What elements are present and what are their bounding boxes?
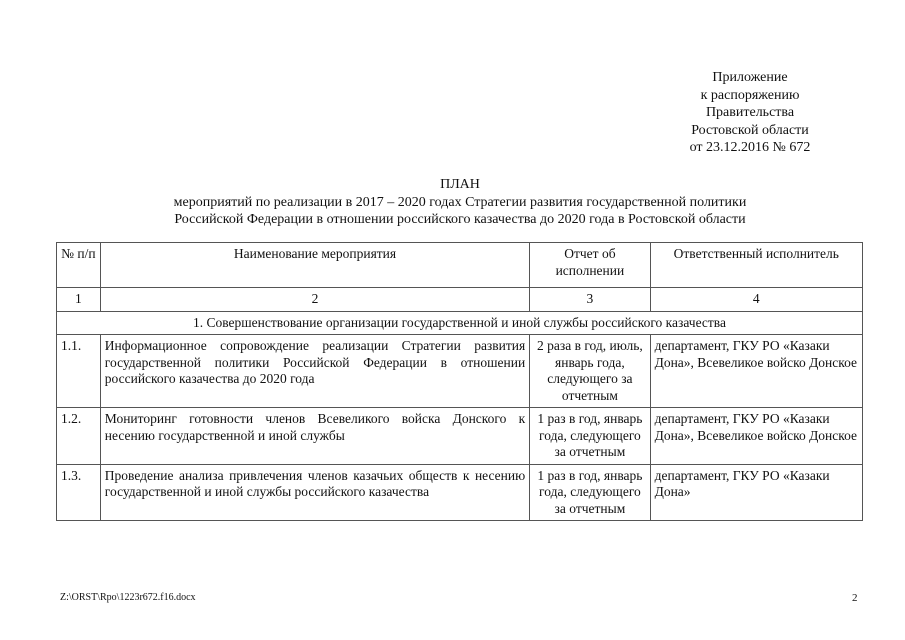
header-num: № п/п bbox=[57, 243, 101, 288]
page-number: 2 bbox=[852, 592, 858, 604]
row-report: 1 раз в год, январь года, следующего за отчетным bbox=[530, 464, 650, 521]
header-name: Наименование мероприятия bbox=[100, 243, 529, 288]
title-line-2: Российской Федерации в отношении российского казачества до 2020 года в Ростовской области bbox=[174, 212, 746, 227]
row-num: 1.3. bbox=[57, 464, 101, 521]
title-heading: ПЛАН bbox=[440, 177, 480, 192]
row-num: 1.2. bbox=[57, 408, 101, 465]
appendix-line: Приложение bbox=[712, 70, 788, 85]
row-num: 1.1. bbox=[57, 335, 101, 408]
row-executor: департамент, ГКУ РО «Казаки Дона» bbox=[650, 464, 862, 521]
row-name: Проведение анализа привлечения членов казачьих обществ к несению государственной и иной службы российского казачества bbox=[100, 464, 529, 521]
row-name: Информационное сопровождение реализации Стратегии развития государственной политики Российской Федерации в отношении российского казачества до 2020 года bbox=[100, 335, 529, 408]
column-number: 2 bbox=[100, 288, 529, 312]
appendix-line: Ростовской области bbox=[691, 122, 809, 138]
column-number: 4 bbox=[650, 288, 862, 312]
appendix-line: Правительства bbox=[705, 105, 795, 120]
table-header-row bbox=[57, 243, 863, 288]
table-row bbox=[57, 335, 863, 408]
section-title: 1. Совершенствование организации государственной и иной службы российского казачества bbox=[57, 311, 863, 335]
header-report: Отчет об исполнении bbox=[530, 243, 650, 288]
footer-file-path: Z:\ORST\Rpo\1223r672.f16.docx bbox=[60, 592, 196, 603]
appendix-line: к распоряжению bbox=[700, 87, 800, 103]
document-title bbox=[40, 176, 880, 229]
header-executor: Ответственный исполнитель bbox=[650, 243, 862, 288]
table-row bbox=[57, 408, 863, 465]
row-executor: департамент, ГКУ РО «Казаки Дона», Всевеликое войско Донское bbox=[650, 335, 862, 408]
column-number: 3 bbox=[530, 288, 650, 312]
plan-table bbox=[56, 242, 863, 521]
section-row bbox=[57, 311, 863, 335]
title-line-1: мероприятий по реализации в 2017 – 2020 годах Стратегии развития государственной политики bbox=[173, 194, 747, 210]
appendix-block bbox=[620, 69, 880, 157]
row-report: 2 раза в год, июль, январь года, следующего за отчетным bbox=[530, 335, 650, 408]
column-number: 1 bbox=[57, 288, 101, 312]
row-executor: департамент, ГКУ РО «Казаки Дона», Всевеликое войско Донское bbox=[650, 408, 862, 465]
table-row bbox=[57, 464, 863, 521]
row-report: 1 раз в год, январь года, следующего за отчетным bbox=[530, 408, 650, 465]
row-name: Мониторинг готовности членов Всевеликого войска Донского к несению государственной и иной службы bbox=[100, 408, 529, 465]
column-number-row bbox=[57, 288, 863, 312]
appendix-line: от 23.12.2016 № 672 bbox=[689, 140, 811, 155]
